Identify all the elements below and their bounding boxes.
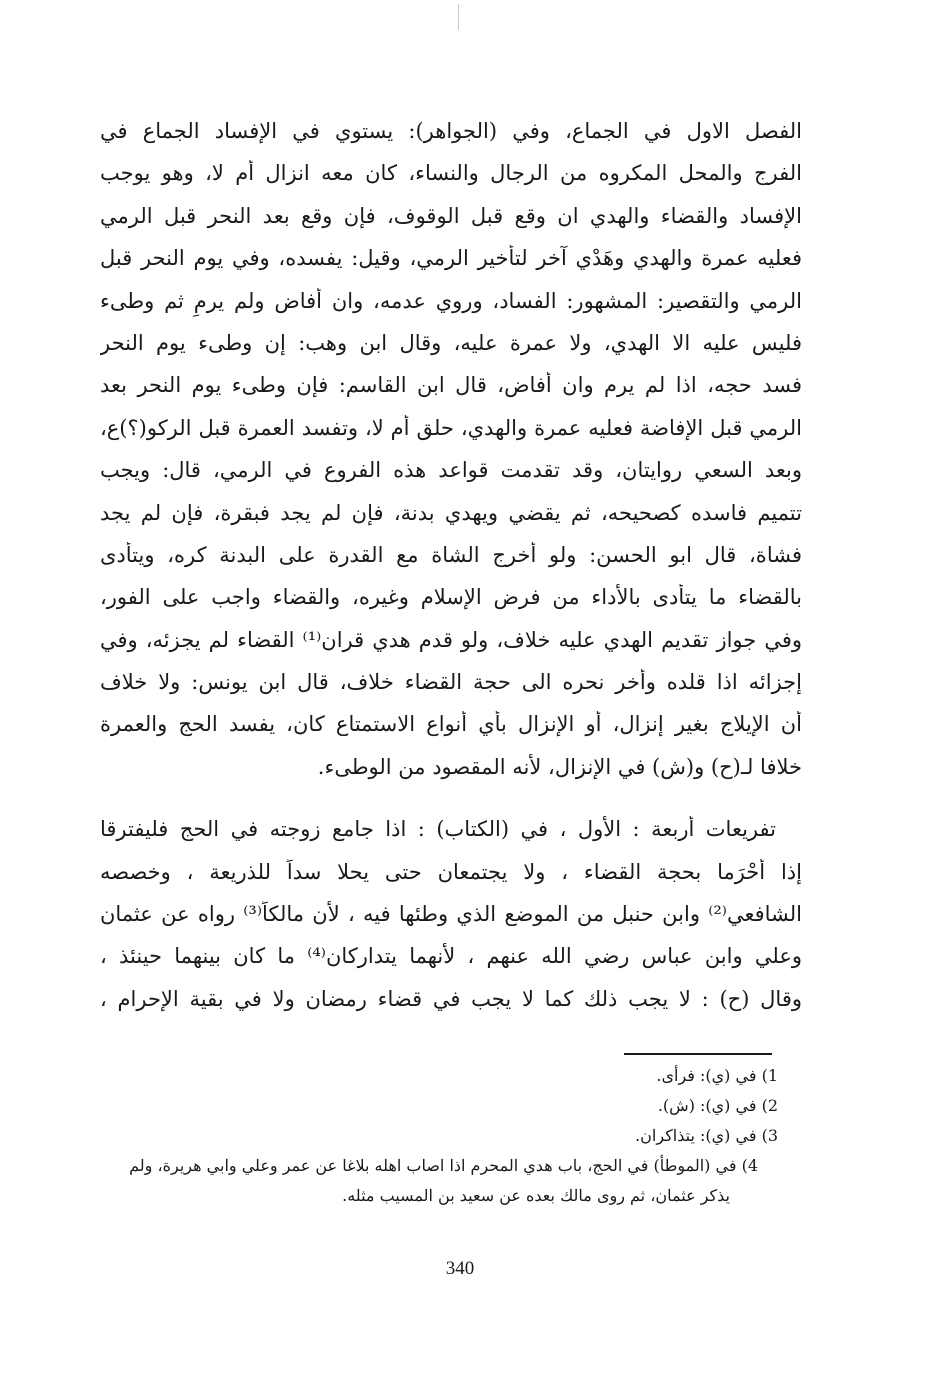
text-line: وبعد السعي روايتان، وقد تقدمت قواعد هذه الفروع في الرمي، قال: ويجب	[100, 458, 802, 483]
text-line: الفصل الاول في الجماع، وفي (الجواهر): يستوي في الإفساد الجماع في	[100, 119, 802, 143]
footnote: يذكر عثمان، ثم روى مالك بعده عن سعيد بن المسيب مثله.	[342, 1186, 730, 1205]
footnote-separator	[624, 1053, 772, 1055]
text-line: الرمي والتقصير: المشهور: الفساد، وروي عدمه، وان أفاض ولم يرمِ ثم وطىء	[100, 288, 802, 313]
text-line: خلافا لـ(ح) و(ش) في الإنزال، لأنه المقصود من الوطىء.	[317, 754, 802, 779]
text-line: تفريعات أربعة : الأول ، في (الكتاب) : اذا جامع زوجته في الحج فليفترقا	[100, 817, 776, 842]
text-line: الشافعي⁽²⁾ وابن حنبل من الموضع الذي وطئها فيه ، لأن مالكاً⁽³⁾ رواه عن عثمان	[100, 902, 802, 927]
text-line: فليس عليه الا الهدي، ولا عمرة عليه، وقال ابن وهب: إن وطىء يوم النحر	[100, 330, 802, 355]
text-line: إذا أحْرَما بحجة القضاء ، ولا يجتمعان حتى يحلا سداً للذريعة ، وخصصه	[100, 859, 802, 884]
footnote: 4) في (الموطأ) في الحج، باب هدي المحرم اذا اصاب اهله بلاغا عن عمر وعلي وابي هريرة، ولم	[129, 1156, 758, 1175]
text-line: فعليه عمرة والهدي وهَدْي آخر لتأخير الرمي، وقيل: يفسده، وفي يوم النحر قبل	[100, 246, 802, 271]
text-line: الرمي قبل الإفاضة فعليه عمرة والهدي، حلق أم لا، وتفسد العمرة قبل الركو(؟)ع،	[100, 415, 802, 440]
scan-mark	[458, 4, 459, 30]
text-line: الإفساد والقضاء والهدي ان وقع قبل الوقوف، فإن وقع بعد النحر قبل الرمي	[100, 203, 802, 228]
footnote: 1) في (ي): فرأى.	[656, 1066, 778, 1085]
footnotes	[129, 1064, 778, 1205]
text-line: بالقضاء ما يتأدى بالأداء من فرض الإسلام وغيره، والقضاء واجب على الفور،	[100, 585, 802, 610]
main-text	[100, 118, 802, 1028]
text-line: تتميم فاسده كصحيحه، ثم يقضي ويهدي بدنة، فإن لم يجد فبقرة، فإن لم يجد	[100, 500, 802, 525]
footnote: 2) في (ي): (ش).	[657, 1096, 778, 1115]
text-line: وعلي وابن عباس رضي الله عنهم ، لأنهما يتداركان⁽⁴⁾ ما كان بينهما حينئذ ،	[100, 944, 802, 969]
text-line: فسد حجه، اذا لم يرم وان أفاض، قال ابن القاسم: فإن وطىء يوم النحر بعد	[100, 373, 802, 398]
text-line: الفرج والمحل المكروه من الرجال والنساء، كان معه انزال أم لا، وهو يوجب	[100, 161, 802, 186]
text-line: إجزائه اذا قلده وأخر نحره الى حجة القضاء خلاف، قال ابن يونس: ولا خلاف	[100, 670, 802, 695]
footnote: 3) في (ي): يتذاكران.	[635, 1126, 778, 1145]
text-line: وفي جواز تقديم الهدي عليه خلاف، ولو قدم هدي قران⁽¹⁾ القضاء لم يجزئه، وفي	[100, 627, 802, 652]
text-line: أن الإيلاج بغير إنزال، أو الإنزال بأي أنواع الاستمتاع كان، يفسد الحج والعمرة	[100, 712, 802, 737]
page-number: 340	[445, 1258, 475, 1279]
text-line: فشاة، قال ابو الحسن: ولو أخرج الشاة مع القدرة على البدنة كره، ويتأدى	[100, 542, 802, 567]
text-line: وقال (ح) : لا يجب ذلك كما لا يجب في قضاء رمضان ولا في بقية الإحرام ،	[100, 986, 802, 1011]
